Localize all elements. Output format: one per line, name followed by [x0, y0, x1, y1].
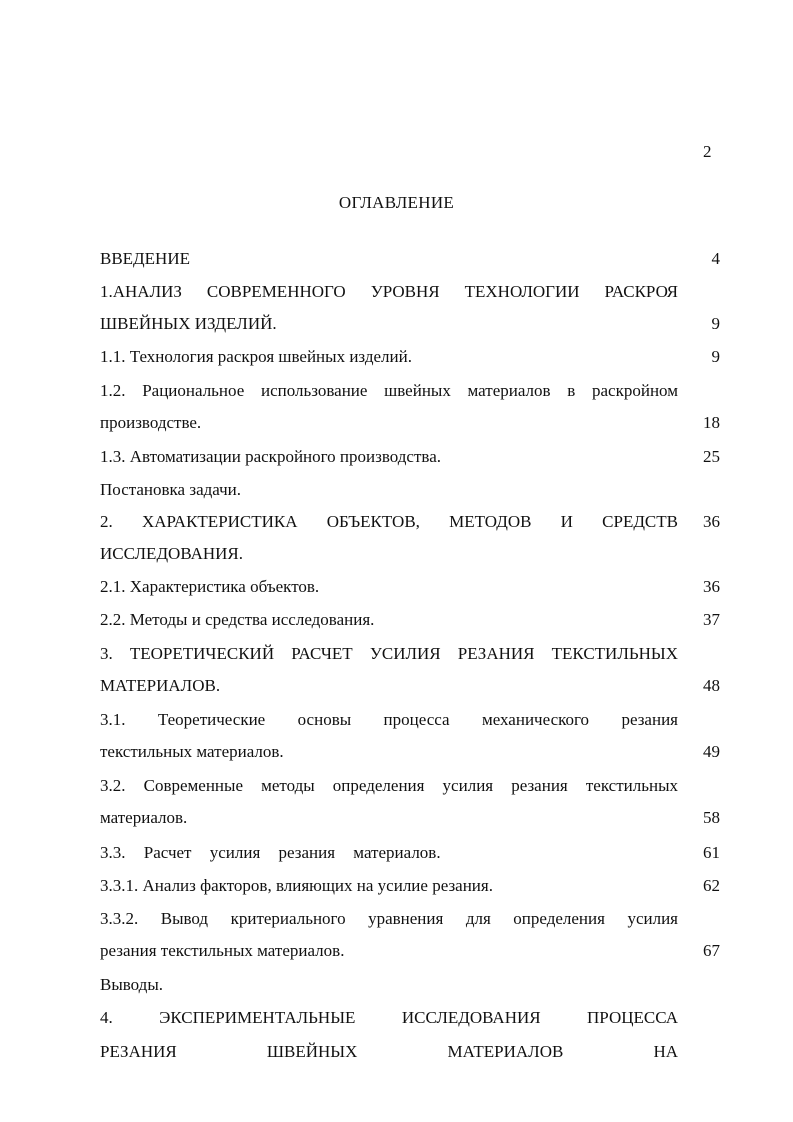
toc-entry-3-3-2: 3.3.2. Вывод критериального уравнения для определения усилия: [100, 909, 678, 928]
toc-entry-chapter-1: 1.АНАЛИЗ СОВРЕМЕННОГО УРОВНЯ ТЕХНОЛОГИИ РАСКРОЯ: [100, 282, 678, 301]
toc-entry-1-2: 1.2. Рациональное использование швейных материалов в раскройном: [100, 381, 678, 400]
toc-entry-conclusions: Выводы.: [100, 975, 164, 994]
toc-entry-introduction: ВВЕДЕНИЕ: [100, 249, 190, 268]
toc-page-number: 62: [703, 876, 720, 895]
toc-entry-3-2-cont: материалов.: [100, 808, 188, 827]
toc-page-number: 9: [711, 314, 720, 333]
toc-entry-chapter-3-cont: МАТЕРИАЛОВ.: [100, 676, 221, 695]
toc-entry-chapter-3: 3. ТЕОРЕТИЧЕСКИЙ РАСЧЕТ УСИЛИЯ РЕЗАНИЯ ТЕКСТИЛЬНЫХ: [100, 644, 678, 663]
toc-entry-3-1-cont: текстильных материалов.: [100, 742, 284, 761]
toc-page-number: 37: [703, 610, 720, 629]
toc-entry-3-1: 3.1. Теоретические основы процесса механического резания: [100, 710, 678, 729]
toc-entry-3-2: 3.2. Современные методы определения усилия резания текстильных: [100, 776, 678, 795]
toc-entry-3-3: 3.3. Расчет усилия резания материалов.: [100, 843, 441, 862]
toc-page-number: 25: [703, 447, 720, 466]
toc-entry-1-3: 1.3. Автоматизации раскройного производства.: [100, 447, 441, 466]
toc-entry-problem-statement: Постановка задачи.: [100, 480, 242, 499]
toc-page-number: 58: [703, 808, 720, 827]
toc-entry-1-1: 1.1. Технология раскроя швейных изделий.: [100, 347, 412, 366]
toc-entry-chapter-2-cont: ИССЛЕДОВАНИЯ.: [100, 544, 244, 563]
toc-entry-2-2: 2.2. Методы и средства исследования.: [100, 610, 375, 629]
page-number: 2: [703, 142, 712, 161]
toc-page-number: 9: [711, 347, 720, 366]
toc-entry-chapter-1-cont: ШВЕЙНЫХ ИЗДЕЛИЙ.: [100, 314, 277, 333]
toc-entry-3-3-2-cont: резания текстильных материалов.: [100, 941, 345, 960]
toc-entry-chapter-4: 4. ЭКСПЕРИМЕНТАЛЬНЫЕ ИССЛЕДОВАНИЯ ПРОЦЕССА: [100, 1008, 678, 1027]
toc-heading: ОГЛАВЛЕНИЕ: [338, 193, 455, 212]
toc-page-number: 67: [703, 941, 720, 960]
toc-page-number: 61: [703, 843, 720, 862]
toc-page-number: 18: [703, 413, 720, 432]
toc-page-number: 36: [703, 512, 720, 531]
toc-page-number: 4: [711, 249, 720, 268]
toc-entry-chapter-4-cont: РЕЗАНИЯ ШВЕЙНЫХ МАТЕРИАЛОВ НА: [100, 1042, 678, 1061]
toc-entry-chapter-2: 2. ХАРАКТЕРИСТИКА ОБЪЕКТОВ, МЕТОДОВ И СРЕДСТВ: [100, 512, 678, 531]
toc-page-number: 49: [703, 742, 720, 761]
toc-page-number: 48: [703, 676, 720, 695]
toc-entry-2-1: 2.1. Характеристика объектов.: [100, 577, 320, 596]
toc-page-number: 36: [703, 577, 720, 596]
toc-entry-3-3-1: 3.3.1. Анализ факторов, влияющих на усилие резания.: [100, 876, 493, 895]
toc-entry-1-2-cont: производстве.: [100, 413, 202, 432]
